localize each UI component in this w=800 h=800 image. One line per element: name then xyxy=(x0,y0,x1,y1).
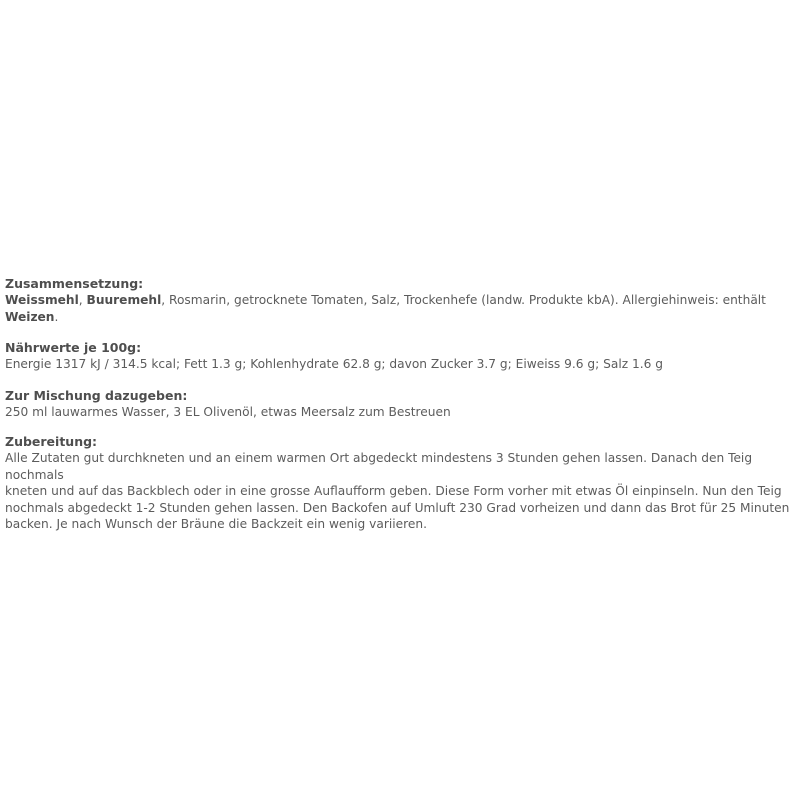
mix-section xyxy=(5,388,795,421)
preparation-line-2: kneten und auf das Backblech oder in eine grosse Auflaufform geben. Diese Form vorher mit etwas Öl einpinseln. Nun den Teig xyxy=(5,484,782,498)
preparation-section xyxy=(5,434,795,533)
ingredients-text xyxy=(5,292,795,325)
preparation-line-1: Alle Zutaten gut durchkneten und an einem warmen Ort abgedeckt mindestens 3 Stunden gehen lassen. Danach den Teig nochmals xyxy=(5,451,753,482)
product-info xyxy=(5,276,795,547)
mix-text: 250 ml lauwarmes Wasser, 3 EL Olivenöl, etwas Meersalz zum Bestreuen xyxy=(5,404,451,419)
nutrition-text: Energie 1317 kJ / 314.5 kcal; Fett 1.3 g; Kohlenhydrate 62.8 g; davon Zucker 3.7 g; Eiweiss 9.6 g; Salz 1.6 g xyxy=(5,357,663,371)
ingredients-rest: , Rosmarin, getrocknete Tomaten, Salz, Trockenhefe (landw. Produkte kbA). Allergiehinweis: enthält xyxy=(161,293,766,307)
preparation-heading: Zubereitung: xyxy=(5,434,98,449)
ingredient-separator: , xyxy=(78,293,87,307)
ingredients-heading: Zusammensetzung: xyxy=(5,276,144,291)
nutrition-section xyxy=(5,340,795,373)
preparation-line-4: backen. Je nach Wunsch der Bräune die Backzeit ein wenig variieren. xyxy=(5,517,427,531)
allergen-weizen: Weizen xyxy=(5,309,55,324)
preparation-line-3: nochmals abgedeckt 1-2 Stunden gehen lassen. Den Backofen auf Umluft 230 Grad vorheizen und dann das Brot für 25 Minuten xyxy=(5,500,790,515)
mix-heading: Zur Mischung dazugeben: xyxy=(5,387,188,403)
nutrition-heading: Nährwerte je 100g: xyxy=(5,340,142,355)
ingredients-end: . xyxy=(54,309,59,324)
ingredients-section xyxy=(5,276,795,325)
ingredient-weissmehl: Weissmehl xyxy=(5,293,79,307)
ingredient-buuremehl: Buuremehl xyxy=(86,293,162,307)
